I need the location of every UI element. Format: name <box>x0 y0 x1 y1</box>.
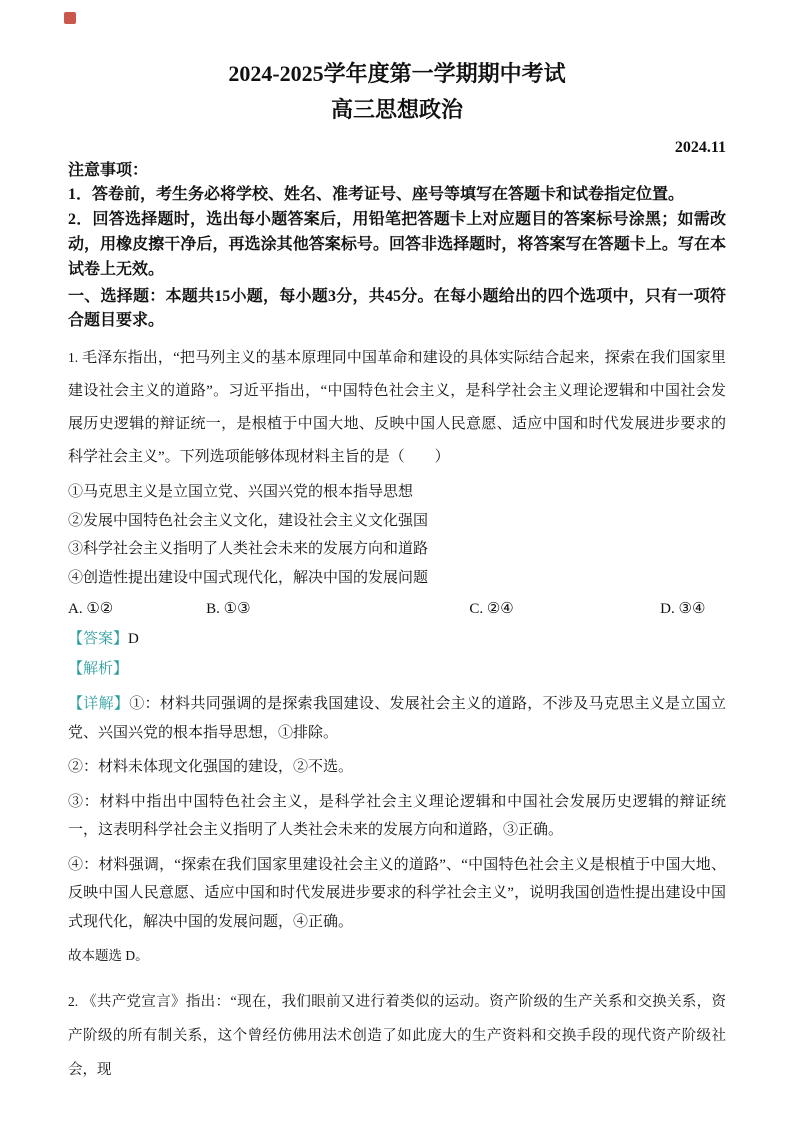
detail-label: 【详解】 <box>68 696 130 713</box>
question-2-number: 2. <box>68 994 79 1010</box>
choice-d: D. ③④ <box>660 601 706 618</box>
option-2: ②发展中国特色社会主义文化，建设社会主义文化强国 <box>68 512 429 529</box>
answer-label: 【答案】 <box>68 631 129 648</box>
detail-paragraph-2: ②：材料未体现文化强国的建设，②不选。 <box>68 759 354 776</box>
choice-c: C. ②④ <box>469 601 514 618</box>
notes-item-2: 2．回答选择题时，选出每小题答案后，用铅笔把答题卡上对应题目的答案标号涂黑；如需改动，用橡皮擦干净后，再选涂其他答案标号。回答非选择题时，将答案写在答题卡上。写在本试卷上无效。 <box>68 211 726 278</box>
question-1-choices <box>68 594 726 624</box>
detail-paragraph-3: ③：材料中指出中国特色社会主义，是科学社会主义理论逻辑和中国社会发展历史逻辑的辩证统一，这表明科学社会主义指明了人类社会未来的发展方向和道路，③正确。 <box>68 793 726 839</box>
question-1-conclusion: 故本题选 D。 <box>68 948 149 964</box>
option-4: ④创造性提出建设中国式现代化，解决中国的发展问题 <box>68 569 429 586</box>
choice-a: A. ①② <box>68 601 114 618</box>
choice-b: B. ①③ <box>206 601 251 618</box>
option-1: ①马克思主义是立国立党、兴国兴党的根本指导思想 <box>68 484 414 501</box>
detail-paragraph-1 <box>68 690 726 747</box>
analysis-line <box>68 654 726 684</box>
analysis-label: 【解析】 <box>68 661 129 678</box>
answer-value: D <box>128 631 139 648</box>
question-1-stem <box>68 342 726 474</box>
question-1-number: 1. <box>68 350 79 366</box>
exam-title-line1: 2024-2025学年度第一学期期中考试 <box>228 61 566 86</box>
section-heading-choice-questions: 一、选择题：本题共15小题，每小题3分，共45分。在每小题给出的四个选项中，只有一项符合题目要求。 <box>68 287 726 330</box>
answer-line <box>68 624 726 654</box>
detail-paragraph-4: ④：材料强调，“探索在我们国家里建设社会主义的道路”、“中国特色社会主义是根植于中国大地、反映中国人民意愿、适应中国和时代发展进步要求的科学社会主义”，说明我国创造性提出建设中国式现代化，解决中国的发展问题，④正确。 <box>68 856 726 930</box>
exam-date: 2024.11 <box>674 138 726 156</box>
option-3: ③科学社会主义指明了人类社会未来的发展方向和道路 <box>68 541 429 558</box>
question-1-options <box>68 478 726 592</box>
publisher-logo-icon <box>64 12 76 24</box>
notes-heading: 注意事项： <box>68 161 149 179</box>
question-1-stem-text: 毛泽东指出，“把马列主义的基本原理同中国革命和建设的具体实际结合起来，探索在我们国家里建设社会主义的道路”。习近平指出，“中国特色社会主义，是科学社会主义理论逻辑和中国社会发展历史逻辑的辩证统一，是根植于中国大地、反映中国人民意愿、适应中国和时代发展进步要求的科学社会主义”。下列选项能够体现材料主旨的是（ ） <box>68 350 727 466</box>
detail-text-1: ①：材料共同强调的是探索我国建设、发展社会主义的道路，不涉及马克思主义是立国立党、兴国兴党的根本指导思想，①排除。 <box>68 696 726 741</box>
exam-title-line2: 高三思想政治 <box>330 97 463 123</box>
question-2-stem <box>68 985 726 1087</box>
notes-item-1: 1．答卷前，考生务必将学校、姓名、准考证号、座号等填写在答题卡和试卷指定位置。 <box>68 186 685 204</box>
question-2-stem-text: 《共产党宣言》指出：“现在，我们眼前又进行着类似的运动。资产阶级的生产关系和交换关系，资产阶级的所有制关系，这个曾经仿佛用法术创造了如此庞大的生产资料和交换手段的现代资产阶级社会，现 <box>68 994 726 1079</box>
